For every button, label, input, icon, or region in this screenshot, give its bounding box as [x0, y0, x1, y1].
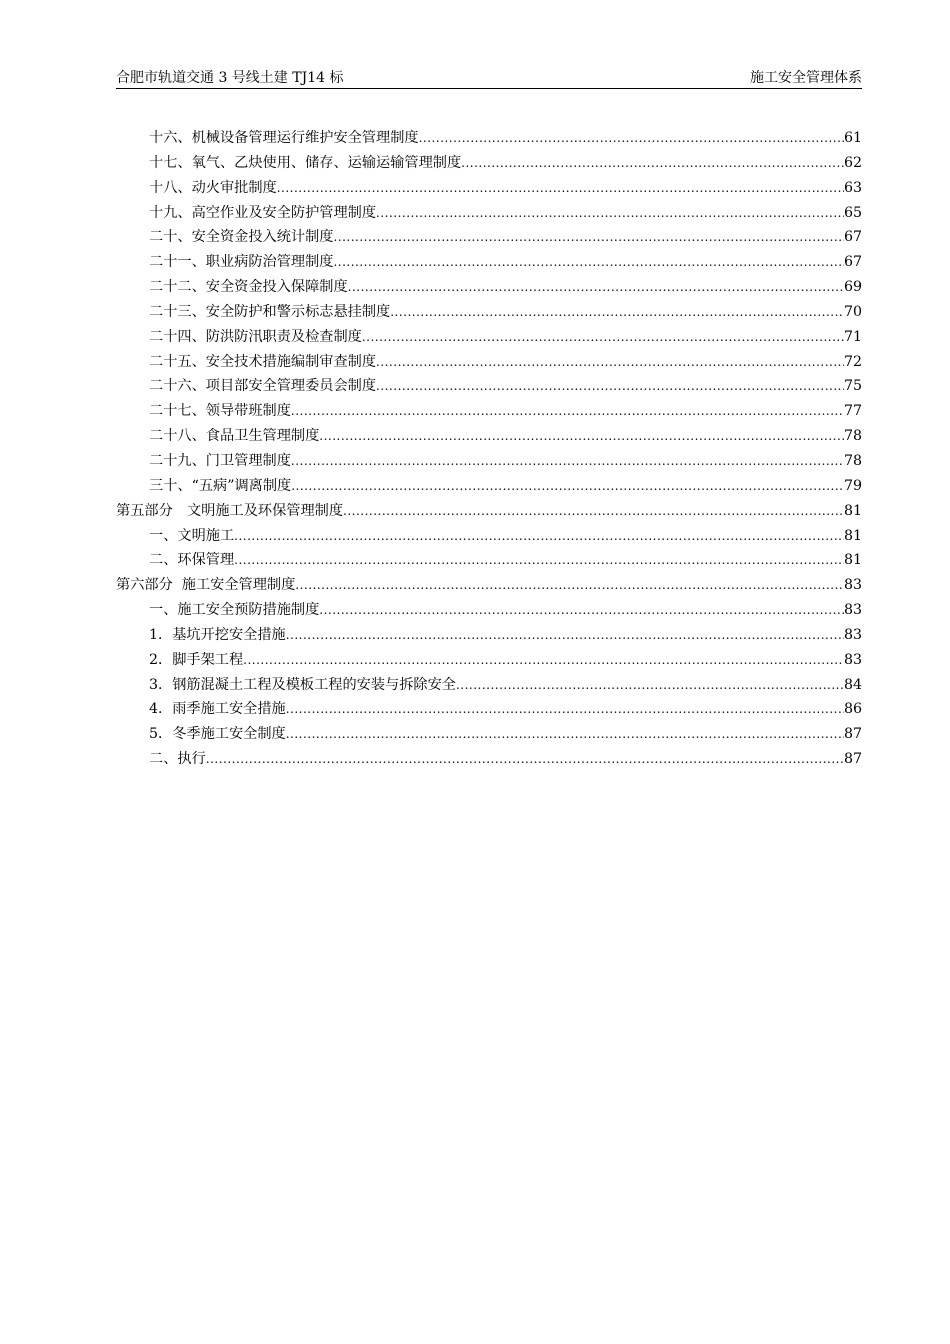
toc-entry[interactable] [116, 548, 862, 573]
toc-entry-title: 第六部分 施工安全管理制度 [116, 577, 296, 594]
toc-entry[interactable] [116, 151, 862, 176]
toc-entry-title: 十七、氧气、乙炔使用、储存、运输运输管理制度 [149, 154, 462, 171]
toc-dot-leader [333, 225, 843, 250]
toc-entry-title: 第五部分 文明施工及环保管理制度 [116, 502, 344, 519]
toc-entry-title: 二十一、职业病防治管理制度 [149, 254, 334, 271]
toc-dot-leader [295, 573, 844, 598]
toc-entry-page-number: 65 [843, 204, 862, 221]
toc-entry-title: 十八、动火审批制度 [149, 179, 277, 196]
toc-dot-leader [319, 598, 844, 623]
toc-entry-title: 十六、机械设备管理运行维护安全管理制度 [149, 130, 419, 146]
toc-entry-title: 一、文明施工 [149, 527, 235, 544]
toc-entry-title: 2．脚手架工程 [149, 651, 244, 668]
toc-entry[interactable] [116, 722, 862, 747]
toc-entry-page-number: 87 [843, 751, 862, 768]
toc-entry-title: 十九、高空作业及安全防护管理制度 [149, 204, 377, 221]
toc-entry[interactable] [116, 648, 862, 673]
toc-entry-page-number: 86 [843, 701, 862, 718]
toc-entry-title: 二、环保管理 [149, 552, 235, 569]
toc-entry-page-number: 79 [843, 477, 862, 494]
toc-entry-title: 1．基坑开挖安全措施 [149, 626, 286, 643]
toc-entry-page-number: 63 [843, 179, 862, 196]
toc-entry-title: 二十九、门卫管理制度 [149, 452, 291, 469]
toc-entry-title: 二十八、食品卫生管理制度 [149, 428, 320, 445]
toc-dot-leader [319, 424, 844, 449]
toc-entry-title: 4．雨季施工安全措施 [149, 701, 286, 718]
toc-entry-title: 二十三、安全防护和警示标志悬挂制度 [149, 303, 391, 320]
toc-dot-leader [291, 474, 844, 499]
toc-entry[interactable] [116, 449, 862, 474]
toc-entry-title: 三十、“五病”调离制度 [149, 477, 292, 494]
toc-entry-page-number: 71 [843, 328, 862, 345]
toc-dot-leader [286, 722, 844, 747]
toc-entry[interactable] [116, 275, 862, 300]
toc-entry-title: 3．钢筋混凝土工程及模板工程的安装与拆除安全 [149, 676, 456, 693]
toc-entry[interactable] [116, 374, 862, 399]
toc-dot-leader [277, 176, 844, 201]
toc-dot-leader [376, 374, 844, 399]
toc-entry[interactable] [116, 623, 862, 648]
toc-entry-title: 5．冬季施工安全制度 [149, 726, 286, 743]
toc-entry-page-number: 81 [843, 502, 862, 519]
toc-entry-title: 二十五、安全技术措施编制审查制度 [149, 353, 377, 370]
toc-dot-leader [243, 648, 844, 673]
toc-entry[interactable] [116, 524, 862, 549]
toc-dot-leader [390, 300, 844, 325]
toc-entry-title: 二十六、项目部安全管理委员会制度 [149, 378, 377, 395]
toc-dot-leader [376, 350, 844, 375]
toc-dot-leader [362, 325, 844, 350]
table-of-contents [116, 126, 862, 772]
toc-entry-title: 二十二、安全资金投入保障制度 [149, 279, 348, 296]
toc-entry-title: 一、施工安全预防措施制度 [149, 602, 320, 619]
toc-entry[interactable] [116, 697, 862, 722]
toc-entry-title: 二、执行 [149, 751, 206, 768]
toc-entry[interactable] [116, 350, 862, 375]
toc-entry-page-number: 81 [843, 527, 862, 544]
toc-dot-leader [234, 548, 844, 573]
toc-dot-leader [376, 201, 844, 226]
toc-dot-leader [234, 524, 844, 549]
toc-dot-leader [291, 449, 844, 474]
toc-dot-leader [461, 151, 844, 176]
toc-entry-page-number: 83 [843, 626, 862, 643]
toc-entry[interactable] [116, 747, 862, 772]
toc-entry[interactable] [116, 499, 862, 524]
toc-entry-page-number: 78 [843, 428, 862, 445]
toc-entry-page-number: 83 [843, 651, 862, 668]
toc-entry-page-number: 70 [843, 303, 862, 320]
toc-dot-leader [286, 623, 844, 648]
toc-entry[interactable] [116, 424, 862, 449]
toc-entry-page-number: 62 [843, 154, 862, 171]
toc-entry-title: 二十、安全资金投入统计制度 [149, 229, 334, 246]
toc-entry[interactable] [116, 126, 862, 151]
toc-entry[interactable] [116, 573, 862, 598]
toc-dot-leader [291, 399, 844, 424]
toc-dot-leader [333, 250, 843, 275]
toc-entry[interactable] [116, 225, 862, 250]
toc-entry-page-number: 72 [843, 353, 862, 370]
toc-entry-title: 二十四、防洪防汛职责及检查制度 [149, 328, 362, 345]
toc-dot-leader [286, 697, 844, 722]
toc-entry-page-number: 75 [843, 378, 862, 395]
toc-entry[interactable] [116, 201, 862, 226]
toc-entry-page-number: 81 [843, 552, 862, 569]
toc-entry-page-number: 67 [843, 254, 862, 271]
toc-dot-leader [343, 499, 844, 524]
toc-entry-page-number: 78 [843, 452, 862, 469]
toc-dot-leader [348, 275, 844, 300]
toc-entry-page-number: 84 [843, 676, 862, 693]
header-project-title: 合肥市轨道交通 3 号线土建 TJ14 标 [116, 70, 344, 86]
toc-entry-page-number: 83 [843, 602, 862, 619]
toc-entry[interactable] [116, 673, 862, 698]
page-header [116, 68, 862, 89]
toc-entry[interactable] [116, 300, 862, 325]
toc-entry[interactable] [116, 474, 862, 499]
toc-dot-leader [419, 126, 844, 151]
toc-entry[interactable] [116, 399, 862, 424]
toc-entry[interactable] [116, 325, 862, 350]
toc-entry[interactable] [116, 598, 862, 623]
toc-entry-page-number: 83 [843, 577, 862, 594]
toc-entry-page-number: 69 [843, 279, 862, 296]
header-document-title: 施工安全管理体系 [750, 70, 862, 86]
toc-dot-leader [456, 673, 844, 698]
toc-entry-page-number: 67 [843, 229, 862, 246]
toc-entry[interactable] [116, 250, 862, 275]
toc-entry-title: 二十七、领导带班制度 [149, 403, 291, 420]
toc-entry-page-number: 87 [843, 726, 862, 743]
toc-entry[interactable] [116, 176, 862, 201]
toc-dot-leader [206, 747, 844, 772]
toc-entry-page-number: 77 [843, 403, 862, 420]
toc-entry-page-number: 61 [843, 130, 862, 146]
